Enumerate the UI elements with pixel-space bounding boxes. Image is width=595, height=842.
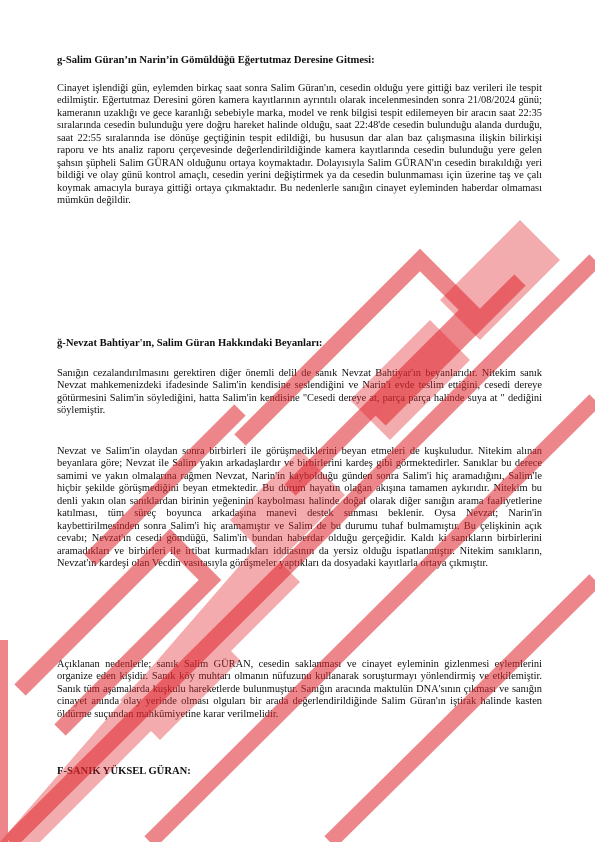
section-heading-yuksel-guran: F-SANIK YÜKSEL GÜRAN: [57, 766, 191, 777]
paragraph-nevzat-beyanlari-3: Açıklanan nedenlerle; sanık Salim GÜRAN, cesedin saklanması ve cinayet eyleminin gizlenmesi eylemlerini organize eden kişidir. Sanık köy muhtarı olmanın nüfuzunu kullanarak soruşturmayı yönlendirmiş ve etkilemiştir. Sanık tüm aşamalarda kuşkulu hareketlerde bulunmuştur. Sanığın aracında maktulün DNA'sının çıkması ve sanığın cinayet anında olay yerinde olması olguları bir arada değerlendirildiğinde Salim Güran'ın iştirak halinde kasten öldürme suçundan mahkûmiyetine karar verilmelidir. [57, 659, 542, 720]
paragraph-salim-eğertutmaz: Cinayet işlendiği gün, eylemden birkaç saat sonra Salim Güran'ın, cesedin olduğu yere gittiği baz verileri ile tespit edilmiştir. Eğertutmaz Deresini gören kamera kayıtlarının ayrıntılı olarak incelenmesinden sonra 21/08/2024 günü; kameranın uzaklığı ve gece karanlığı sebebiyle marka, model ve renk bilgisi tespit edilemeyen bir aracın saat 22:35 sıralarında cesedin bulunduğu yere doğru hareket halinde olduğu, saat 22:48'de cesedin bulunduğu alanda durduğu, saat 22:55 sıralarında ise dönüşe geçtiğinin tespit edildiği, bu hususun dar alan baz çalışmasına ilişkin bilirkişi raporu ve hts analiz raporu çerçevesinde değerlendirildiğinde kamera kayıtlarında cesedin bulunduğu yere gelen şahsın şüpheli Salim GÜRAN olduğunu ortaya koymaktadır. Dolayısıyla Salim GÜRAN'ın cesedin bırakıldığı yeri bildiği ve olay günü kontrol amaçlı, cesedin yerini değiştirmek ya da cesedin bulunmaması için üzerine taş ve çalı koymak amacıyla buraya gittiği ortaya çıkmaktadır. Bu nedenlerle sanığın cinayet eyleminden haberdar olmaması mümkün değildir. [57, 83, 542, 207]
section-heading-nevzat-beyanlari: ğ-Nevzat Bahtiyar'ın, Salim Güran Hakkındaki Beyanları: [57, 338, 323, 349]
section-heading-salim-eğertutmaz: g-Salim Güran’ın Narin’in Gömüldüğü Eğertutmaz Deresine Gitmesi: [57, 55, 375, 66]
paragraph-nevzat-beyanlari-1: Sanığın cezalandırılmasını gerektiren diğer önemli delil de sanık Nevzat Bahtiyar'ın beyanlarıdır. Nitekim sanık Nevzat mahkemenizdeki ifadesinde Salim'in kendisine seslendiğini ve Narin'i evde teslim ettiğini, cesedi dereye götürmesini Salim'in söylediğini, hatta Salim'in kendisine "Cesedi dereye at, parça parça halinde suya at " dediğini söylemiştir. [57, 368, 542, 417]
paragraph-nevzat-beyanlari-2: Nevzat ve Salim'in olaydan sonra birbirleri ile görüşmediklerini beyan etmeleri de kuşkuludur. Nitekim alınan beyanlara göre; Nevzat ile Salim yakın arkadaşlardır ve birbirlerini kardeş gibi görmektedirler. Sanıklar bu derece samimi ve yakın olmalarına rağmen Nevzat, Narin'in kaybolduğu günden sonra Salim'i hiç aramadığını, Salim'le hiçbir şekilde görüşmediğini beyan etmektedir. Bu durum hayatın olağan akışına tamamen aykırıdır. Nitekim bu denli yakın olan sanıklardan birinin yeğeninin kaybolması halinde doğal olarak diğer sanığın arama faaliyetlerine katılması, tüm süreç boyunca arkadaşına manevi destek sunması beklenir. Oysa Nevzat; Narin'in kaybettirilmesinden sonra Salim'i hiç aramamıştır ve Salim de bu durumu tuhaf bulmamıştır. Bu çelişkinin açık cevabı; Nevzat'ın cesedi gömdüğü, Salim'in bundan haberdar olduğu gerçeğidir. Kaldı ki sanıkların birbirlerini aramadıkları ve birbirleri ile irtibat kurmadıkları iddiasının da yersiz olduğu ispatlanmıştır. Nitekim sanıkların, Nevzat'ın kardeşi olan Vecdin vasıtasıyla görüşmeler yaptıkları da dosyadaki kayıtlarla ortaya çıkmıştır. [57, 446, 542, 570]
